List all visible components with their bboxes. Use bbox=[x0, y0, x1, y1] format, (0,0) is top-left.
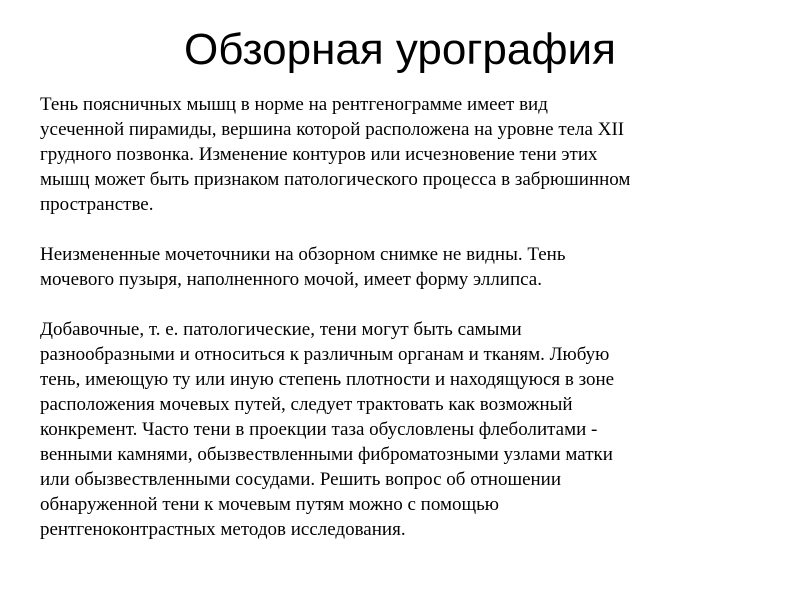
text-line: расположения мочевых путей, следует трактовать как возможный bbox=[40, 394, 573, 415]
paragraph-pathological-shadows bbox=[40, 317, 770, 542]
text-line: пространстве. bbox=[40, 194, 154, 215]
text-line: Добавочные, т. е. патологические, тени могут быть самыми bbox=[40, 319, 522, 340]
paragraph-ureters-bladder bbox=[40, 242, 770, 292]
text-line: Неизмененные мочеточники на обзорном снимке не видны. Тень bbox=[40, 244, 566, 265]
text-line: венными камнями, обызвествленными фиброматозными узлами матки bbox=[40, 444, 613, 465]
text-line: рентгеноконтрастных методов исследования. bbox=[40, 519, 406, 540]
text-line: тень, имеющую ту или иную степень плотности и находящуюся в зоне bbox=[40, 369, 615, 390]
text-line: или обызвествленными сосудами. Решить вопрос об отношении bbox=[40, 469, 562, 490]
slide-body bbox=[40, 92, 770, 542]
paragraph-lumbar-muscles bbox=[40, 92, 770, 217]
text-line: Тень поясничных мышц в норме на рентгенограмме имеет вид bbox=[40, 94, 548, 115]
text-line: обнаруженной тени к мочевым путям можно с помощью bbox=[40, 494, 499, 515]
text-line: мышц может быть признаком патологического процесса в забрюшинном bbox=[40, 169, 631, 190]
text-line: разнообразными и относиться к различным органам и тканям. Любую bbox=[40, 344, 610, 365]
text-line: усеченной пирамиды, вершина которой расположена на уровне тела XII bbox=[40, 119, 625, 140]
slide-title: Обзорная урография bbox=[184, 25, 616, 74]
text-line: грудного позвонка. Изменение контуров или исчезновение тени этих bbox=[40, 144, 598, 165]
text-line: конкремент. Часто тени в проекции таза обусловлены флеболитами - bbox=[40, 419, 598, 440]
text-line: мочевого пузыря, наполненного мочой, имеет форму эллипса. bbox=[40, 269, 542, 290]
